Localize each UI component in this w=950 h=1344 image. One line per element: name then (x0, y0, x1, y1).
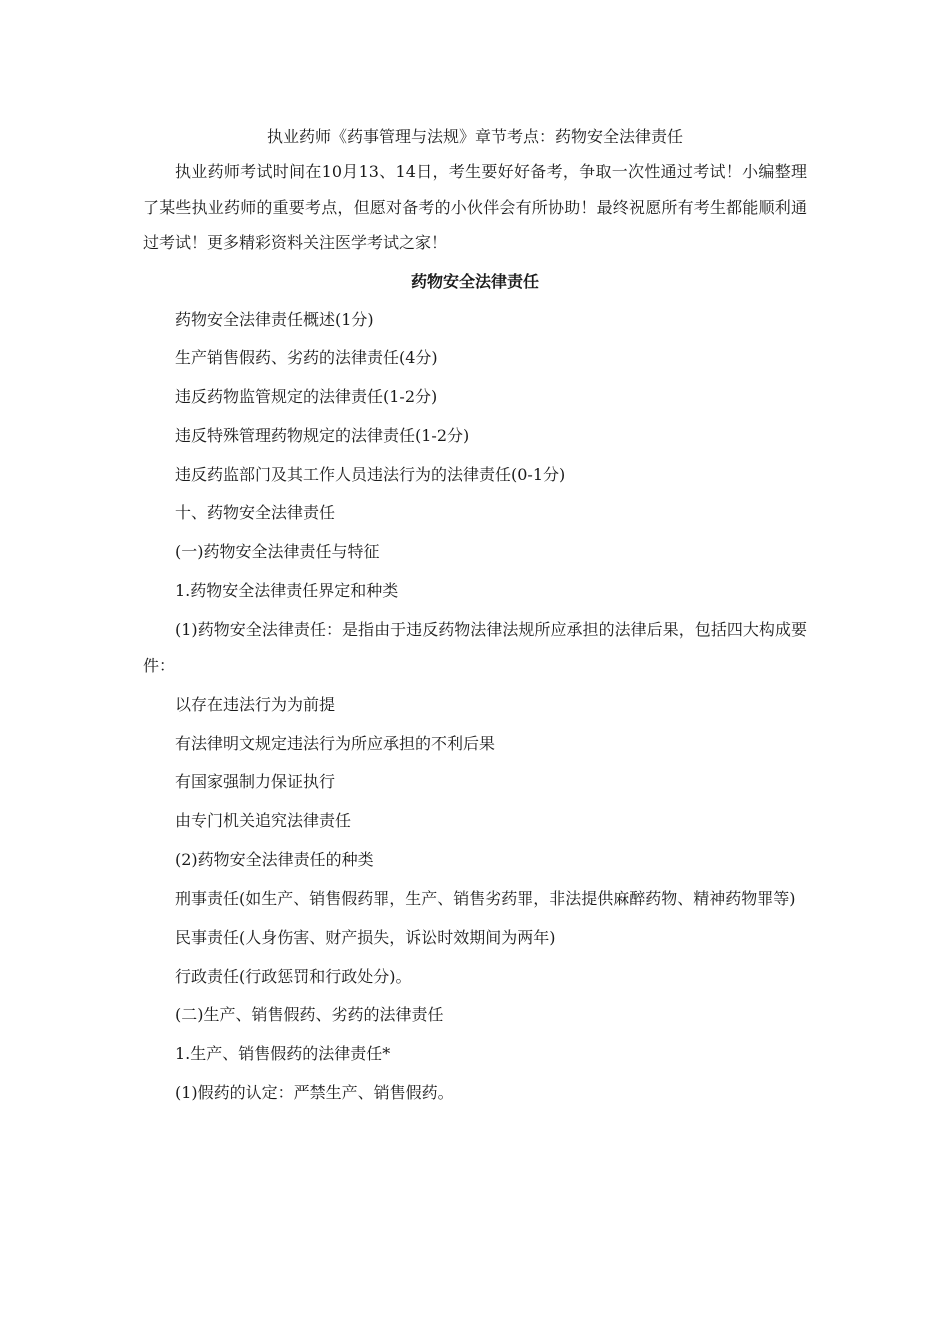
document-title: 执业药师《药事管理与法规》章节考点：药物安全法律责任 (266, 127, 683, 146)
paragraph: 生产销售假药、劣药的法律责任(4分) (175, 348, 438, 368)
paragraph: 违反药监部门及其工作人员违法行为的法律责任(0-1分) (175, 464, 566, 484)
paragraph: 有法律明文规定违法行为所应承担的不利后果 (175, 733, 496, 753)
paragraph: (一)药物安全法律责任与特征 (175, 542, 380, 562)
paragraph: 十、药物安全法律责任 (175, 503, 336, 523)
paragraph: 违反特殊管理药物规定的法律责任(1-2分) (175, 425, 470, 445)
paragraph: (二)生产、销售假药、劣药的法律责任 (175, 1005, 444, 1025)
paragraph: 以存在违法行为为前提 (175, 694, 336, 714)
paragraph: 有国家强制力保证执行 (175, 772, 336, 792)
paragraph: 药物安全法律责任概述(1分) (175, 309, 374, 329)
section-heading: 药物安全法律责任 (410, 271, 539, 291)
paragraph: 1.生产、销售假药的法律责任* (175, 1044, 391, 1064)
paragraph: 行政责任(行政惩罚和行政处分)。 (175, 966, 412, 986)
paragraph: 1.药物安全法律责任界定和种类 (175, 581, 399, 601)
paragraph: 由专门机关追究法律责任 (175, 811, 352, 831)
paragraph: (2)药物安全法律责任的种类 (175, 850, 374, 870)
paragraph: 民事责任(人身伤害、财产损失，诉讼时效期间为两年) (175, 927, 556, 947)
paragraph: (1)药物安全法律责任：是指由于违反药物法律法规所应承担的法律后果，包括四大构成要件： (143, 619, 807, 675)
paragraph: 违反药物监管规定的法律责任(1-2分) (175, 387, 438, 407)
paragraph: 刑事责任(如生产、销售假药罪，生产、销售劣药罪，非法提供麻醉药物、精神药物罪等) (175, 888, 796, 908)
document-content (143, 124, 807, 1119)
intro-paragraph: 执业药师考试时间在10月13、14日，考生要好好备考，争取一次性通过考试！小编整理了某些执业药师的重要考点，但愿对备考的小伙伴会有所协助！最终祝愿所有考生都能顺利通过考试！更多精彩资料关注医学考试之家！ (143, 162, 807, 252)
paragraph: (1)假药的认定：严禁生产、销售假药。 (175, 1083, 454, 1103)
